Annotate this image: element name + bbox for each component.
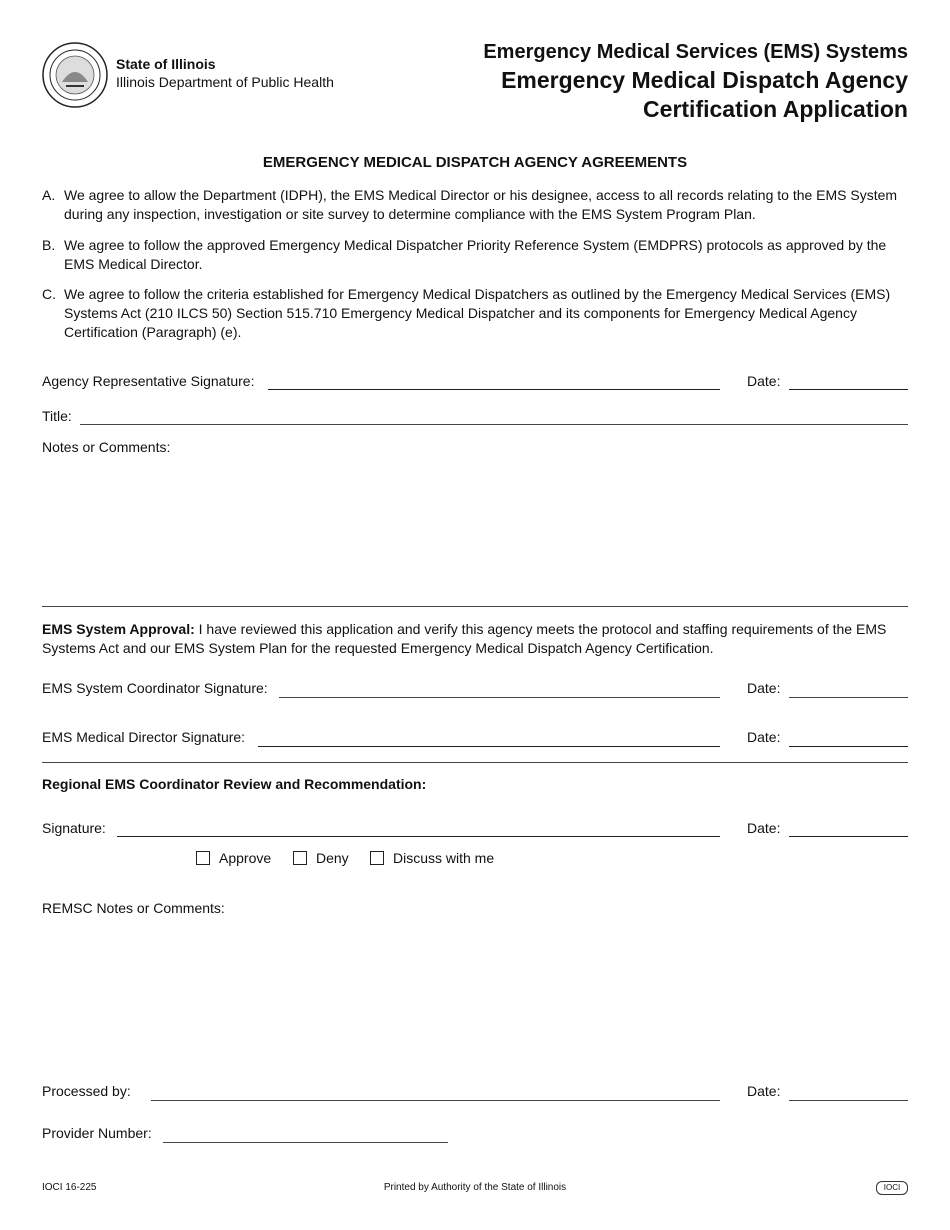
- ems-approval-label: EMS System Approval:: [42, 621, 195, 637]
- agreement-text: We agree to allow the Department (IDPH), the EMS Medical Director or his designee, access to all records relating to the EMS System during any inspection, investigation or site survey to determine compliance with the EMS System Program Plan.: [64, 187, 898, 222]
- section-divider: [42, 606, 908, 607]
- processed-date-field[interactable]: [789, 1100, 908, 1101]
- regional-signature-field[interactable]: [117, 836, 720, 837]
- agency-signature-label: Agency Representative Signature:: [42, 373, 255, 389]
- coordinator-signature-label: EMS System Coordinator Signature:: [42, 680, 268, 696]
- medical-director-date-field[interactable]: [789, 746, 908, 747]
- agreements-heading: EMERGENCY MEDICAL DISPATCH AGENCY AGREEMENTS: [262, 154, 688, 171]
- deny-label: Deny: [316, 850, 349, 866]
- remsc-notes-field[interactable]: [42, 922, 908, 1072]
- remsc-notes-label: REMSC Notes or Comments:: [42, 900, 225, 916]
- notes-field[interactable]: [42, 460, 908, 600]
- deny-checkbox[interactable]: [293, 851, 307, 865]
- medical-director-signature-field[interactable]: [258, 746, 720, 747]
- approve-checkbox[interactable]: [196, 851, 210, 865]
- coordinator-date-field[interactable]: [789, 697, 908, 698]
- title-line-2: Emergency Medical Dispatch Agency: [501, 67, 908, 93]
- form-code: IOCI 16-225: [42, 1182, 97, 1193]
- department-name: Illinois Department of Public Health: [116, 74, 334, 90]
- provider-number-field[interactable]: [163, 1142, 448, 1143]
- discuss-option[interactable]: [370, 850, 494, 866]
- form-title: [483, 38, 908, 124]
- printed-by: Printed by Authority of the State of Illinois: [383, 1182, 567, 1193]
- union-bug-icon: IOCI: [876, 1181, 908, 1195]
- section-divider: [42, 762, 908, 763]
- agreement-item: [42, 186, 910, 224]
- title-line-1: Emergency Medical Services (EMS) Systems: [483, 41, 908, 63]
- discuss-label: Discuss with me: [393, 850, 495, 866]
- ems-approval-statement: [42, 620, 910, 658]
- medical-director-signature-label: EMS Medical Director Signature:: [42, 729, 246, 745]
- agreement-letter: B.: [42, 237, 56, 253]
- deny-option[interactable]: [293, 850, 349, 866]
- title-label: Title:: [42, 408, 72, 424]
- title-line-3: Certification Application: [643, 96, 908, 122]
- agreement-letter: A.: [42, 187, 56, 203]
- notes-label: Notes or Comments:: [42, 439, 171, 455]
- agreement-letter: C.: [42, 286, 56, 302]
- medical-director-date-label: Date:: [747, 729, 781, 745]
- regional-signature-label: Signature:: [42, 820, 106, 836]
- approve-option[interactable]: [196, 850, 271, 866]
- ems-approval-text: I have reviewed this application and verify this agency meets the protocol and staffing requirements of the EMS Systems Act and our EMS System Plan for the requested Emergency Medical Dispatch Agency Certification.: [42, 621, 887, 656]
- provider-number-label: Provider Number:: [42, 1125, 152, 1141]
- state-name: State of Illinois: [116, 56, 216, 72]
- title-field[interactable]: [80, 424, 908, 425]
- discuss-checkbox[interactable]: [370, 851, 384, 865]
- agency-date-label: Date:: [747, 373, 781, 389]
- regional-date-field[interactable]: [789, 836, 908, 837]
- state-seal-icon: [42, 42, 108, 108]
- processed-by-field[interactable]: [151, 1100, 720, 1101]
- agreement-item: [42, 285, 910, 342]
- coordinator-date-label: Date:: [747, 680, 781, 696]
- agreement-text: We agree to follow the criteria established for Emergency Medical Dispatchers as outlined by the Emergency Medical Services (EMS) Systems Act (210 ILCS 50) Section 515.710 Emergency Medical Dispatcher and its components for Emergency Medical Agency Certification (Paragraph) (e).: [64, 286, 891, 340]
- agency-date-field[interactable]: [789, 389, 908, 390]
- regional-date-label: Date:: [747, 820, 781, 836]
- agency-block: [116, 55, 334, 91]
- processed-by-label: Processed by:: [42, 1083, 131, 1099]
- agency-signature-field[interactable]: [268, 389, 720, 390]
- coordinator-signature-field[interactable]: [279, 697, 720, 698]
- approve-label: Approve: [219, 850, 272, 866]
- regional-review-heading: Regional EMS Coordinator Review and Recommendation:: [42, 776, 427, 792]
- agreement-text: We agree to follow the approved Emergency Medical Dispatcher Priority Reference System (EMDPRS) protocols as approved by the EMS Medical Director.: [64, 237, 887, 272]
- processed-date-label: Date:: [747, 1083, 781, 1099]
- agreement-item: [42, 236, 910, 274]
